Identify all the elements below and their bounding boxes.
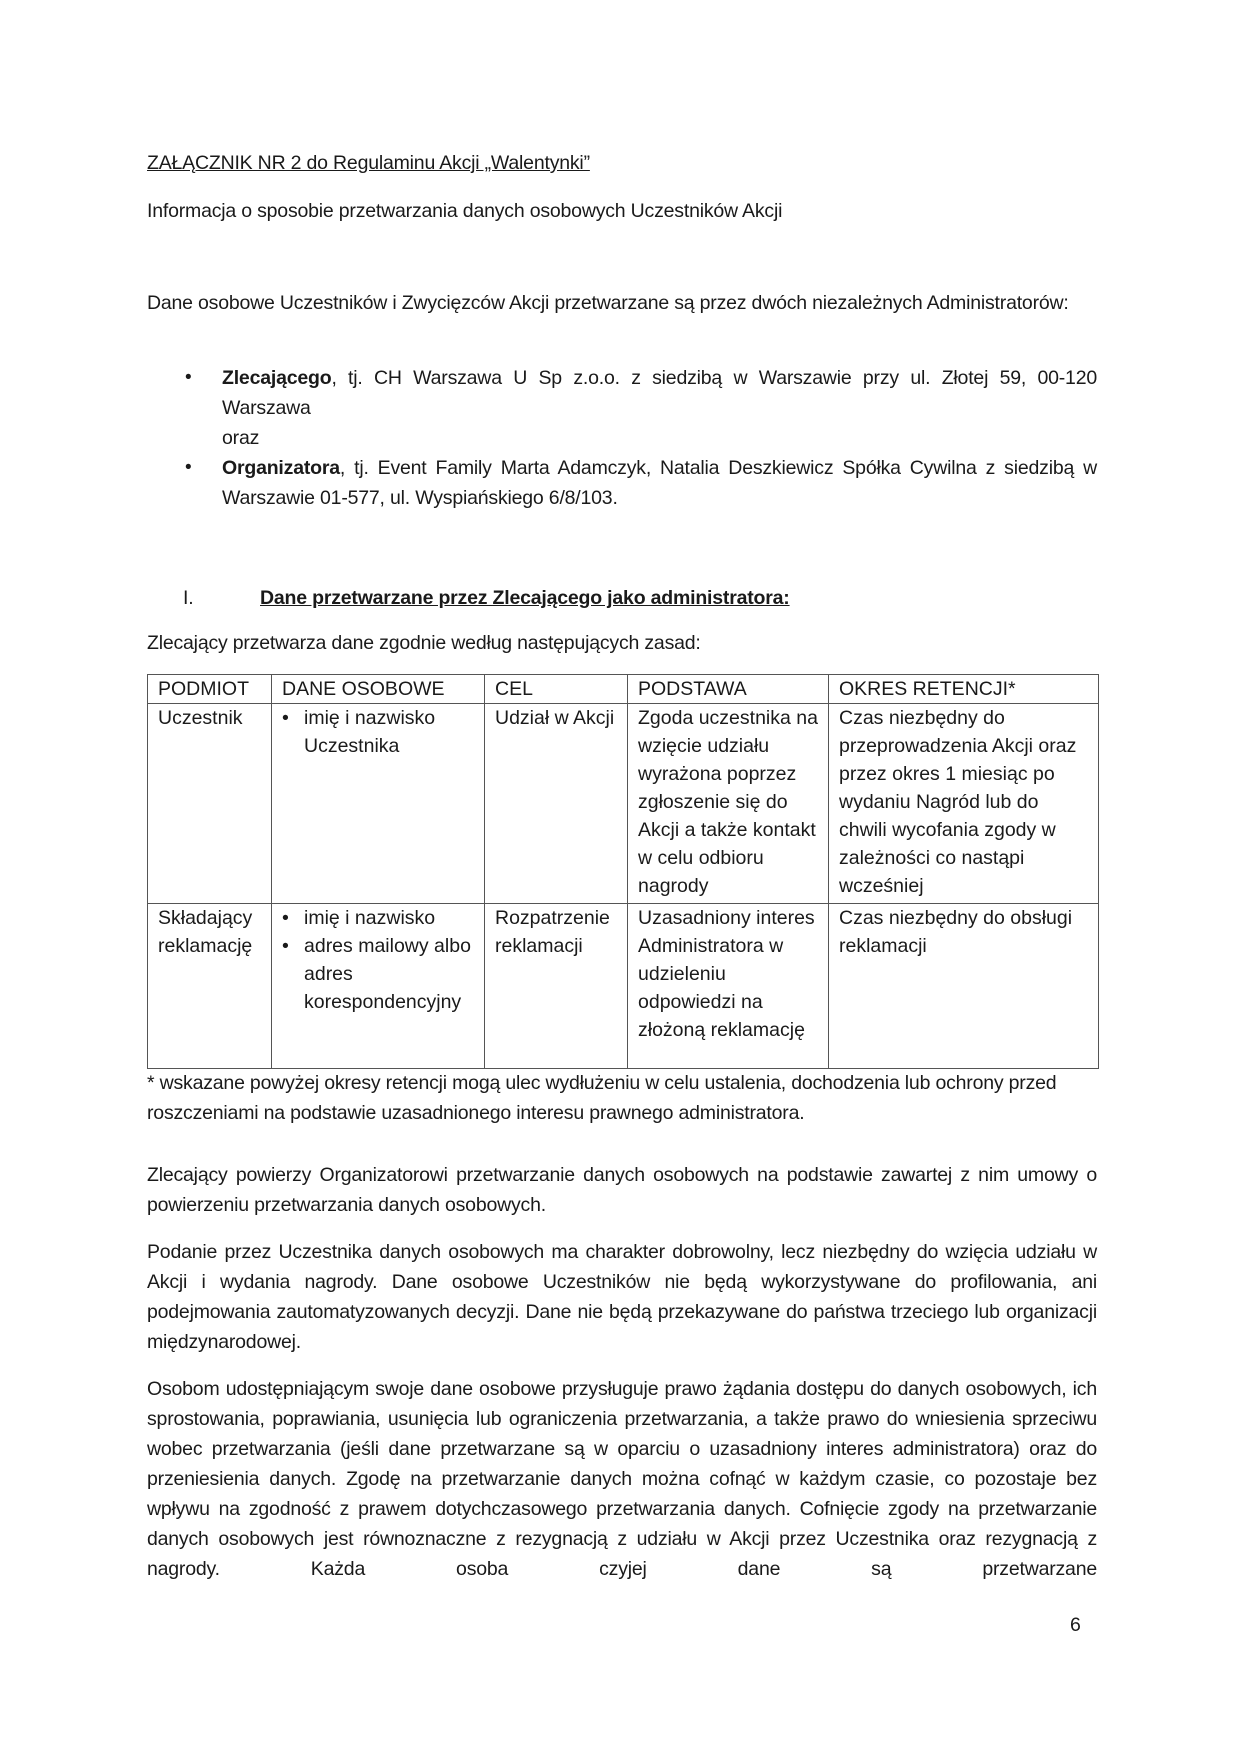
bullet-icon: • xyxy=(185,457,192,478)
cell-podstawa: Zgoda uczestnika na wzięcie udziału wyrażona poprzez zgłoszenie się do Akcji a także kontakt w celu odbioru nagrody xyxy=(628,704,829,904)
administrator-item-organizator xyxy=(147,453,1097,513)
cell-podmiot: Składający reklamację xyxy=(148,904,272,1069)
retention-footnote: * wskazane powyżej okresy retencji mogą ulec wydłużeniu w celu ustalenia, dochodzenia lub ochrony przed roszczeniami na podstawie uzasadnionego interesu prawnego administratora. xyxy=(147,1072,1057,1124)
entrust-paragraph: Zlecający powierzy Organizatorowi przetwarzanie danych osobowych na podstawie zawartej z nim umowy o powierzeniu przetwarzania danych osobowych. xyxy=(147,1164,1097,1216)
page-number: 6 xyxy=(1070,1614,1081,1636)
rights-paragraph: Osobom udostępniającym swoje dane osobowe przysługuje prawo żądania dostępu do danych osobowych, ich sprostowania, poprawiania, usunięcia lub ograniczenia przetwarzania, a także prawo do wniesienia sprzeciwu wobec przetwarzania (jeśli dane przetwarzane są w oparciu o uzasadniony interes administratora) oraz do przeniesienia danych. Zgodę na przetwarzanie danych można cofnąć w każdym czasie, co pozostaje bez wpływu na zgodność z prawem dotychczasowego przetwarzania danych. Cofnięcie zgody na przetwarzanie danych osobowych jest równoznaczne z rezygnacją z udziału w Akcji przez Uczestnika oraz rezygnacją z nagrody. Każda osoba czyjej dane są przetwarzane xyxy=(147,1378,1097,1580)
cell-dane-osobowe xyxy=(272,704,485,904)
administrator-name: Organizatora xyxy=(222,457,340,479)
administrators-list xyxy=(147,363,1097,513)
column-header-dane-osobowe: DANE OSOBOWE xyxy=(272,675,485,704)
column-header-cel: CEL xyxy=(485,675,628,704)
administrator-details: , tj. Event Family Marta Adamczyk, Natalia Deszkiewicz Spółka Cywilna z siedzibą w Warszawie 01-577, ul. Wyspiańskiego 6/8/103. xyxy=(222,457,1097,509)
table-row xyxy=(148,704,1099,904)
administrator-name: Zlecającego xyxy=(222,367,332,389)
section-number: I. xyxy=(183,587,194,609)
data-item: • adres mailowy albo adres korespondencyjny xyxy=(282,932,474,1016)
document-title: ZAŁĄCZNIK NR 2 do Regulaminu Akcji „Walentynki” xyxy=(147,152,590,174)
intro-paragraph: Dane osobowe Uczestników i Zwycięzców Akcji przetwarzane są przez dwóch niezależnych Administratorów: xyxy=(147,292,1069,314)
data-item: • imię i nazwisko xyxy=(282,904,474,932)
data-processing-table xyxy=(147,674,1099,1069)
administrator-suffix: oraz xyxy=(222,427,260,449)
table-header-row xyxy=(148,675,1099,704)
document-subtitle: Informacja o sposobie przetwarzania danych osobowych Uczestników Akcji xyxy=(147,200,783,222)
cell-podstawa: Uzasadniony interes Administratora w udzieleniu odpowiedzi na złożoną reklamację xyxy=(628,904,829,1069)
cell-cel: Udział w Akcji xyxy=(485,704,628,904)
voluntary-paragraph: Podanie przez Uczestnika danych osobowych ma charakter dobrowolny, lecz niezbędny do wzięcia udziału w Akcji i wydania nagrody. Dane osobowe Uczestników nie będą wykorzystywane do profilowania, ani podejmowania zautomatyzowanych decyzji. Dane nie będą przekazywane do państwa trzeciego lub organizacji międzynarodowej. xyxy=(147,1241,1097,1353)
cell-dane-osobowe xyxy=(272,904,485,1069)
column-header-podstawa: PODSTAWA xyxy=(628,675,829,704)
section-intro: Zlecający przetwarza dane zgodnie według następujących zasad: xyxy=(147,632,701,654)
data-item: • imię i nazwisko Uczestnika xyxy=(282,704,474,760)
cell-podmiot: Uczestnik xyxy=(148,704,272,904)
column-header-podmiot: PODMIOT xyxy=(148,675,272,704)
administrator-item-zlecajacy xyxy=(147,363,1097,453)
section-heading xyxy=(183,583,790,613)
administrator-details: , tj. CH Warszawa U Sp z.o.o. z siedzibą w Warszawie przy ul. Złotej 59, 00-120 Warszawa xyxy=(222,367,1097,419)
bullet-icon: • xyxy=(185,367,192,388)
cell-cel: Rozpatrzenie reklamacji xyxy=(485,904,628,1069)
cell-okres-retencji: Czas niezbędny do obsługi reklamacji xyxy=(829,904,1099,1069)
section-heading-text: Dane przetwarzane przez Zlecającego jako administratora: xyxy=(260,587,790,609)
table-row xyxy=(148,904,1099,1069)
cell-okres-retencji: Czas niezbędny do przeprowadzenia Akcji oraz przez okres 1 miesiąc po wydaniu Nagród lub do chwili wycofania zgody w zależności co nastąpi wcześniej xyxy=(829,704,1099,904)
column-header-okres-retencji: OKRES RETENCJI* xyxy=(829,675,1099,704)
